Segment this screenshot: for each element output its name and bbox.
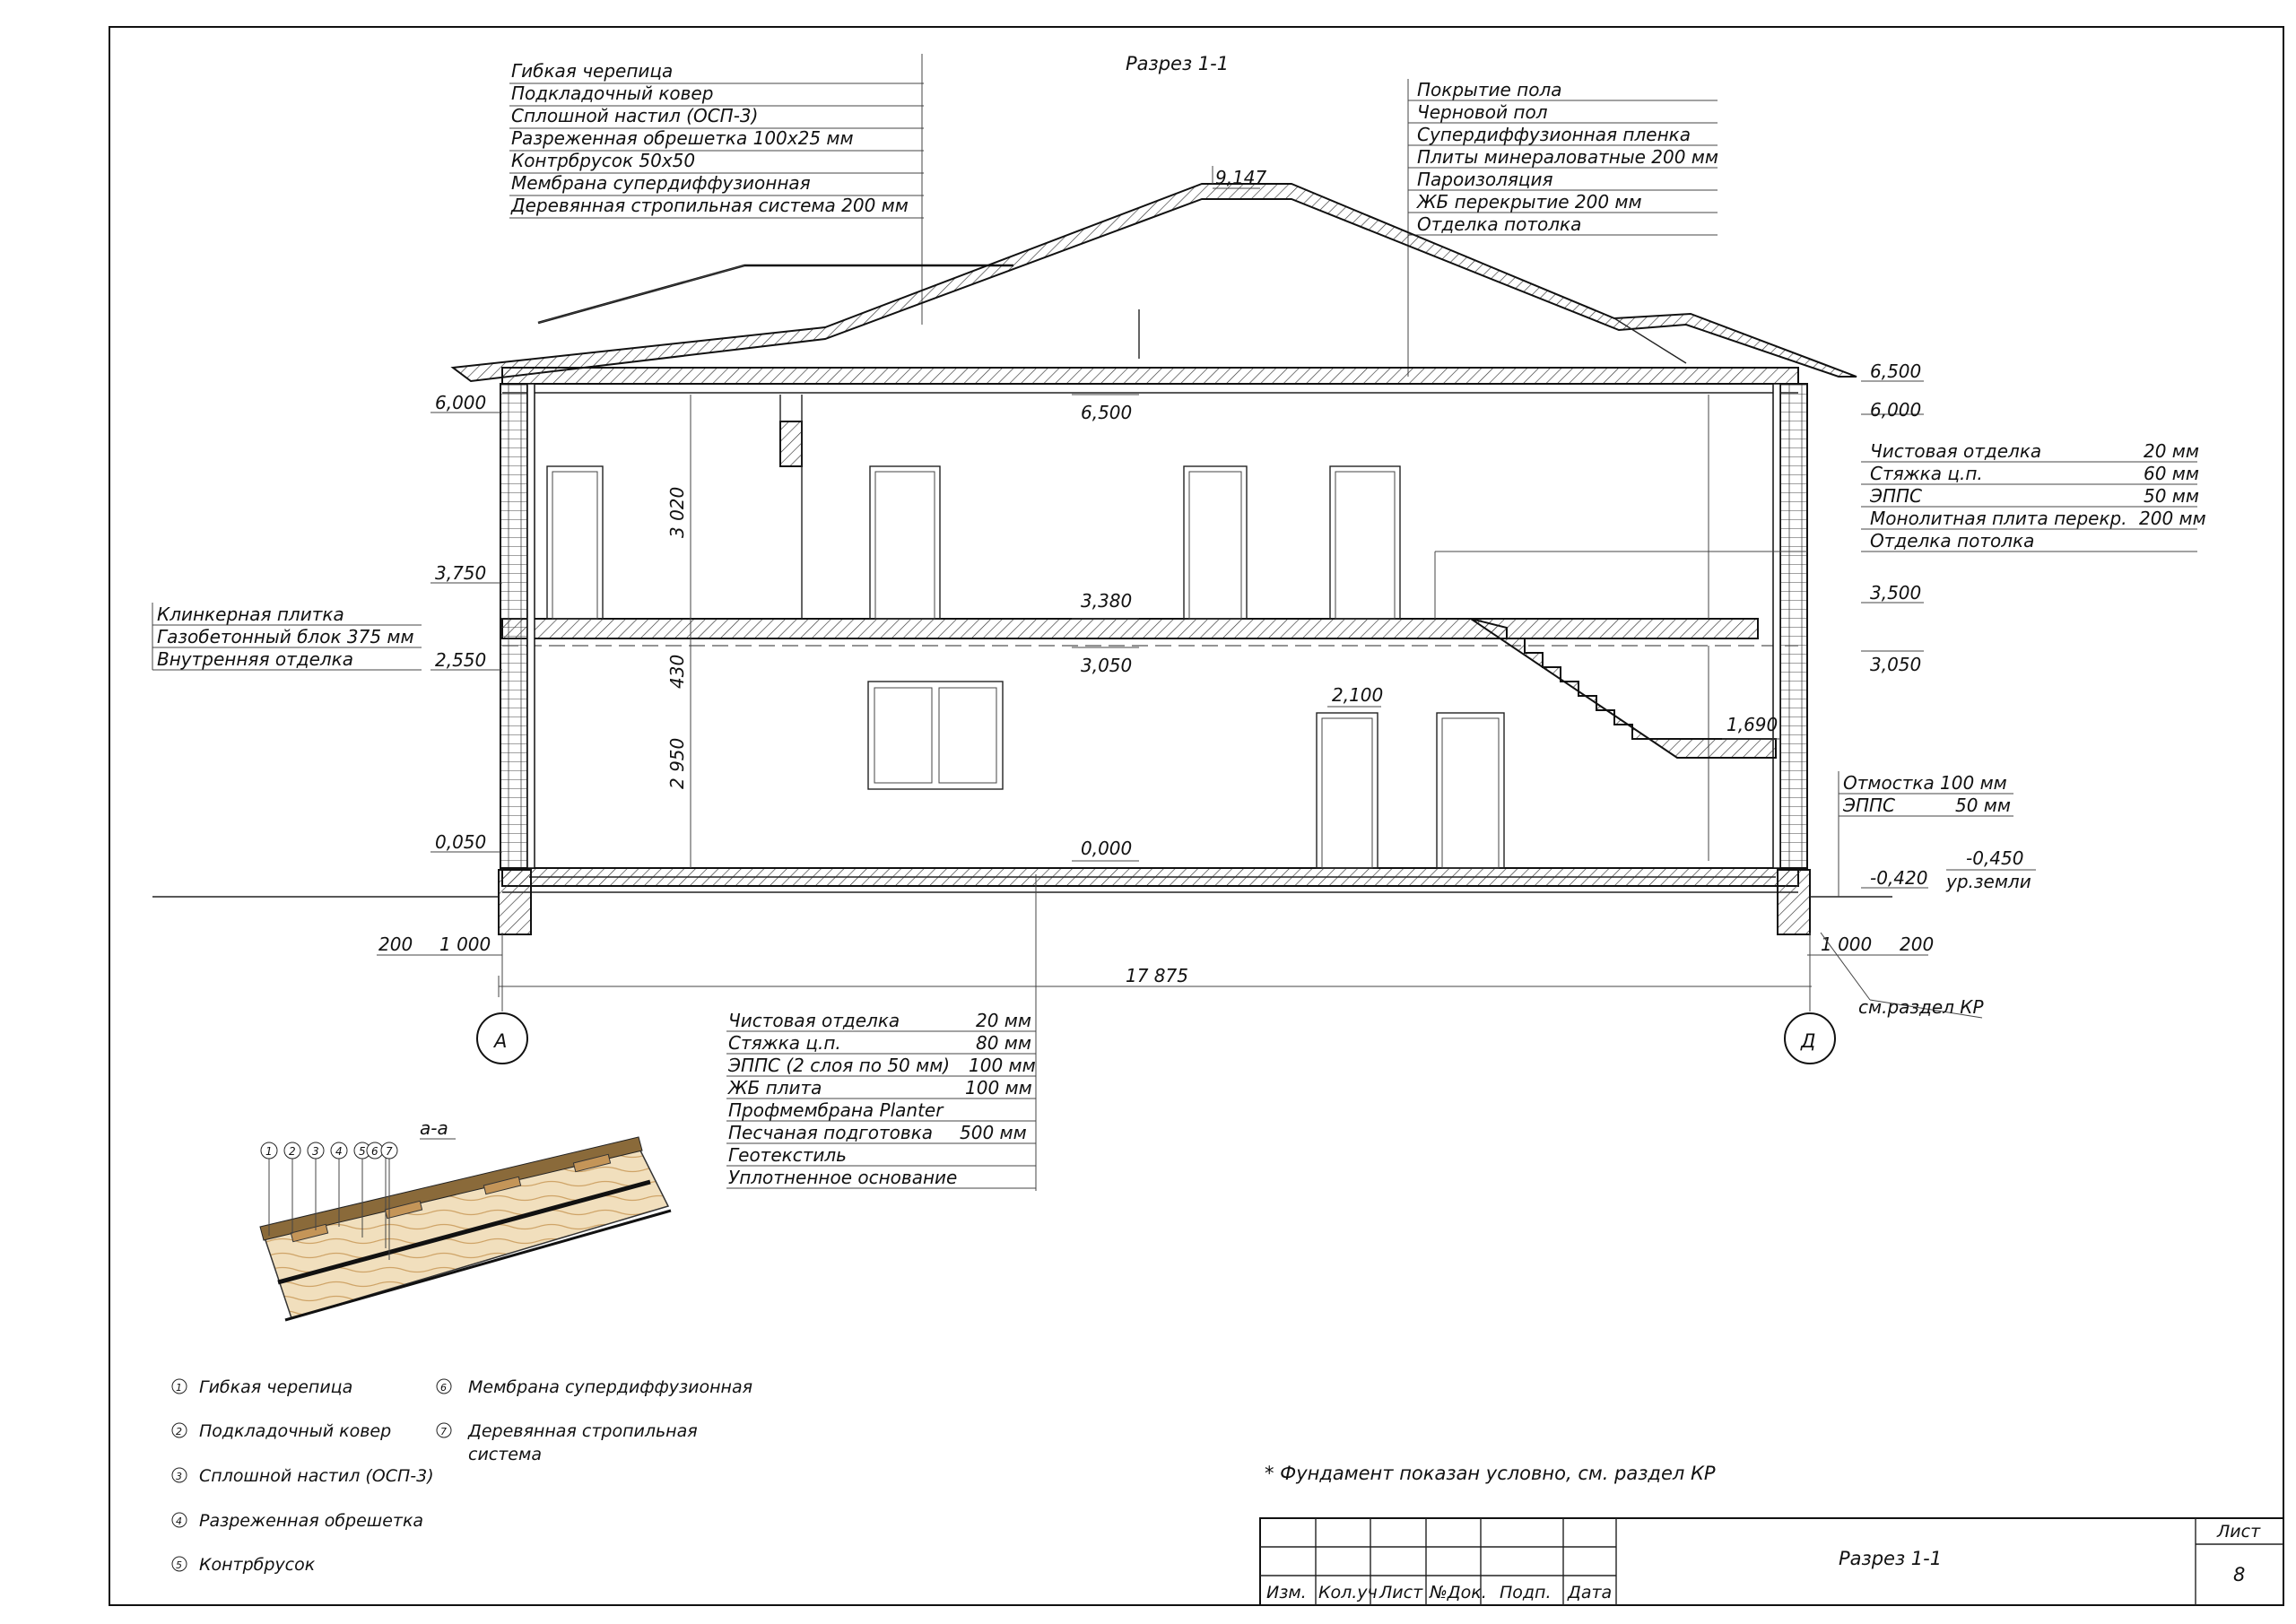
stamp-title: Разрез 1-1 [1839, 1548, 1943, 1569]
building-section [152, 368, 1892, 934]
elev-right-3050: 3,050 [1870, 654, 1922, 675]
interfloor-value-1: 20 мм [2144, 440, 2199, 462]
interfloor-layer-1: Чистовая отделка [1870, 440, 2042, 462]
interfloor-layer-4: Монолитная плита перекр. [1870, 508, 2127, 529]
dim-upper-height: 3 020 [666, 486, 688, 538]
elev-in-3050: 3,050 [1081, 655, 1133, 676]
foundation-footnote: * Фундамент показан условно, см. раздел КР [1265, 1463, 1716, 1484]
roof-layer-5: Контрбрусок 50х50 [511, 150, 696, 171]
interfloor-layer-2: Стяжка ц.п. [1870, 463, 1983, 484]
dim-lower-height: 2 950 [666, 737, 688, 789]
elev-left-0050: 0,050 [435, 831, 487, 853]
drawing-title: Разрез 1-1 [1126, 53, 1230, 74]
legend-text-5: Контрбрусок [199, 1555, 316, 1575]
stamp-header-izm: Изм. [1266, 1583, 1307, 1602]
dim-slab-height: 430 [666, 654, 688, 689]
attic-layer-1: Покрытие пола [1417, 79, 1562, 100]
dim-left-200: 200 [378, 934, 413, 955]
detail-marker-4-num: 4 [335, 1145, 343, 1158]
interfloor-value-3: 50 мм [2144, 485, 2199, 507]
wall-layers-callout [152, 603, 422, 670]
stamp-sheet-label: Лист [2217, 1522, 2261, 1541]
stamp-header-date: Дата [1568, 1583, 1613, 1602]
gf-value-4: 100 мм [965, 1077, 1032, 1099]
elev-left-2550: 2,550 [435, 649, 487, 671]
ground-level-label: ур.земли [1946, 871, 2031, 892]
legend-num-4: 4 [176, 1515, 182, 1527]
stamp-header-kol: Кол.уч [1318, 1583, 1378, 1602]
elev-left-3750: 3,750 [435, 562, 487, 584]
detail-title: а-а [420, 1117, 448, 1139]
legend-text-7b: система [468, 1445, 542, 1464]
blind-area-value-2: 50 мм [1955, 795, 2011, 816]
title-block [1260, 1518, 2283, 1605]
detail-marker-3-num: 3 [312, 1145, 319, 1158]
legend-num-1: 1 [176, 1382, 182, 1394]
legend-text-3: Сплошной настил (ОСП-3) [199, 1466, 434, 1486]
legend-num-6: 6 [440, 1382, 447, 1394]
legend-text-6: Мембрана супердиффузионная [468, 1377, 753, 1397]
roof-layer-6: Мембрана супердиффузионная [511, 172, 811, 194]
legend-num-5: 5 [176, 1559, 182, 1571]
legend-num-2: 2 [176, 1426, 182, 1437]
wall-layer-2: Газобетонный блок 375 мм [157, 626, 414, 647]
attic-floor-layers-callout [1408, 79, 1718, 377]
wall-layer-3: Внутренняя отделка [157, 648, 353, 670]
blind-area-layer-2: ЭППС [1843, 795, 1896, 816]
elev-right-m0420: -0,420 [1870, 867, 1928, 889]
gf-layer-4: ЖБ плита [728, 1077, 822, 1099]
stamp-header-podp: Подп. [1500, 1583, 1552, 1602]
legend-num-3: 3 [176, 1471, 182, 1482]
elev-in-3380: 3,380 [1081, 590, 1133, 612]
dim-total-width: 17 875 [1126, 965, 1188, 986]
interfloor-value-2: 60 мм [2144, 463, 2199, 484]
gf-value-1: 20 мм [976, 1010, 1031, 1031]
detail-marker-7-num: 7 [386, 1145, 393, 1158]
elev-right-6500: 6,500 [1870, 360, 1922, 382]
blind-area-layer-1: Отмостка 100 мм [1843, 772, 2007, 794]
attic-layer-7: Отделка потолка [1417, 213, 1582, 235]
interfloor-layers-callout [1861, 440, 2206, 551]
roof-layer-7: Деревянная стропильная система 200 мм [511, 195, 909, 216]
axis-a-label: А [494, 1030, 508, 1052]
gf-layer-5: Профмембрана Planter [728, 1099, 944, 1121]
axis-markers [477, 933, 1835, 1064]
ground-floor-layers-callout [726, 874, 1036, 1191]
gf-value-6: 500 мм [960, 1122, 1027, 1143]
gf-value-3: 100 мм [969, 1055, 1036, 1076]
legend-text-7: Деревянная стропильная [468, 1421, 698, 1441]
legend-text-4: Разреженная обрешетка [199, 1511, 424, 1531]
detail-marker-2-num: 2 [289, 1145, 296, 1158]
gf-layer-2: Стяжка ц.п. [728, 1032, 841, 1054]
detail-marker-1-num: 1 [265, 1145, 273, 1158]
elev-in-0000: 0,000 [1081, 838, 1133, 859]
detail-marker-6-num: 6 [371, 1145, 378, 1158]
elev-right-m0450: -0,450 [1966, 847, 2024, 869]
gf-layer-7: Геотекстиль [728, 1144, 847, 1166]
axis-d-label: Д [1801, 1030, 1816, 1052]
elev-door-2100: 2,100 [1332, 684, 1384, 706]
stamp-sheet-number: 8 [2233, 1564, 2246, 1585]
elev-left-6000: 6,000 [435, 392, 487, 413]
dim-left-1000: 1 000 [439, 934, 491, 955]
interfloor-layer-3: ЭППС [1870, 485, 1923, 507]
dim-right-200: 200 [1900, 934, 1935, 955]
roof-layer-2: Подкладочный ковер [511, 83, 714, 104]
attic-layer-4: Плиты минераловатные 200 мм [1417, 146, 1718, 168]
gf-layer-8: Уплотненное основание [728, 1167, 958, 1188]
gf-value-2: 80 мм [976, 1032, 1031, 1054]
horizontal-dimensions [377, 933, 1985, 1018]
left-elevation-marks [430, 392, 502, 853]
roof-layer-1: Гибкая черепица [511, 60, 674, 82]
legend-text-1: Гибкая черепица [199, 1377, 353, 1397]
elev-right-6000: 6,000 [1870, 399, 1922, 421]
stamp-header-list: Лист [1379, 1583, 1423, 1602]
attic-layer-2: Черновой пол [1417, 101, 1548, 123]
interfloor-layer-5: Отделка потолка [1870, 530, 2035, 551]
gf-layer-1: Чистовая отделка [728, 1010, 900, 1031]
attic-layer-6: ЖБ перекрытие 200 мм [1417, 191, 1642, 213]
detail-marker-5-num: 5 [359, 1145, 366, 1158]
legend-num-7: 7 [440, 1426, 447, 1437]
legend-text-2: Подкладочный ковер [199, 1421, 392, 1441]
dim-right-1000: 1 000 [1821, 934, 1873, 955]
see-section-kr: см.раздел КР [1858, 996, 1984, 1018]
ridge-elevation: 9,147 [1215, 167, 1267, 188]
roof-layers-callout [509, 54, 924, 325]
roof-layer-4: Разреженная обрешетка 100х25 мм [511, 127, 854, 149]
roof-detail [260, 1117, 671, 1320]
wall-layer-1: Клинкерная плитка [157, 604, 344, 625]
attic-layer-3: Супердиффузионная пленка [1417, 124, 1691, 145]
gf-layer-3: ЭППС (2 слоя по 50 мм) [728, 1055, 951, 1076]
attic-layer-5: Пароизоляция [1417, 169, 1553, 190]
gf-layer-6: Песчаная подготовка [728, 1122, 934, 1143]
detail-legend [172, 1377, 752, 1575]
elev-stair-1690: 1,690 [1726, 714, 1779, 735]
interfloor-value-4: 200 мм [2139, 508, 2206, 529]
elev-in-6500: 6,500 [1081, 402, 1133, 423]
roof-layer-3: Сплошной настил (ОСП-3) [511, 105, 759, 126]
elev-right-3500: 3,500 [1870, 582, 1922, 604]
stamp-header-doc: №Док. [1430, 1583, 1487, 1602]
